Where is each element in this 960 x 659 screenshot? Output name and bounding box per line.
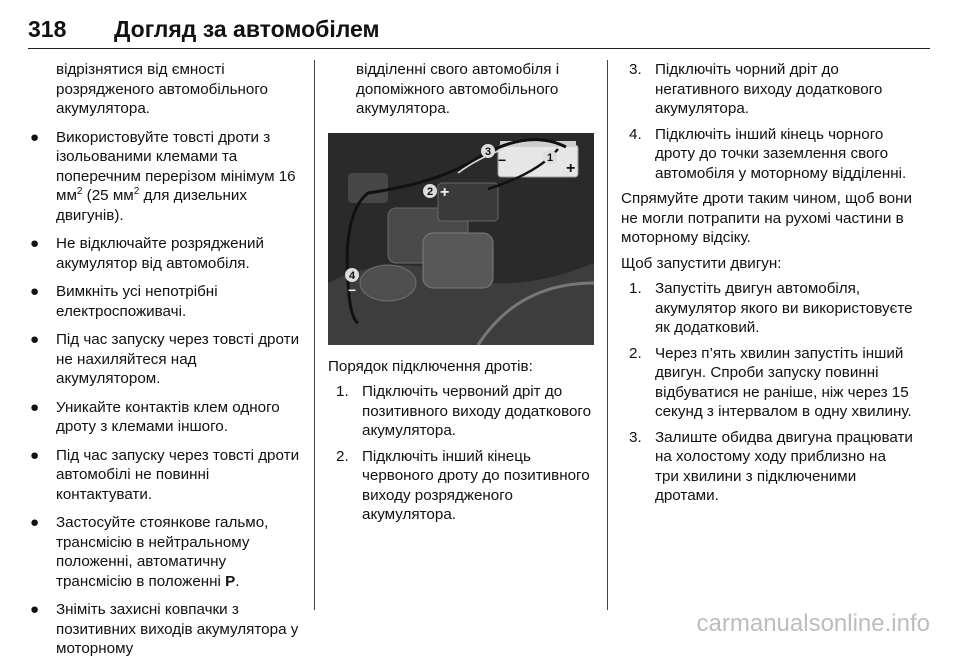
continued-text: відрізнятися від ємності розрядженого автомобільного акумулятора. bbox=[56, 61, 268, 117]
column-divider-1 bbox=[314, 60, 315, 610]
engine-bay-illustration bbox=[328, 133, 594, 345]
connection-steps bbox=[328, 382, 596, 525]
figure-label-2: 2 bbox=[426, 185, 434, 198]
bullet-icon: ● bbox=[30, 398, 40, 416]
figure-caption: Порядок підключення дротів: bbox=[328, 357, 533, 375]
list-item: ● Застосуйте стоянкове гальмо, трансмісію в нейтральному положенні, автоматичну трансмісію в положенні P. bbox=[30, 514, 269, 590]
continued-text: відділенні свого автомобіля і допоміжного автомобільного акумулятора. bbox=[356, 61, 560, 117]
bullet-icon: ● bbox=[30, 128, 40, 146]
list-item: ● Зніміть захисні ковпачки з позитивних виходів акумулятора у моторному bbox=[30, 601, 299, 657]
plus-sign: + bbox=[440, 183, 450, 201]
minus-sign: − bbox=[498, 151, 507, 168]
list-item: ● Вимкніть усі непотрібні електроспоживачі. bbox=[30, 283, 218, 320]
figure-label-1: 1 bbox=[546, 151, 554, 164]
plus-sign: + bbox=[566, 159, 576, 177]
minus-sign: − bbox=[348, 281, 357, 298]
column-middle bbox=[328, 60, 596, 525]
bullet-icon: ● bbox=[30, 446, 40, 464]
bullet-icon: ● bbox=[30, 601, 40, 618]
list-item: 1. Підключіть червоний дріт до позитивного виходу додаткового акумулятора. bbox=[336, 383, 592, 439]
list-item: ● Під час запуску через товсті дроти не нахиляйтеся над акумулятором. bbox=[30, 331, 300, 387]
list-item: ● Під час запуску через товсті дроти автомобілі не повинні контактувати. bbox=[30, 446, 300, 503]
column-right bbox=[621, 60, 913, 506]
bullet-icon: ● bbox=[30, 235, 40, 252]
start-steps bbox=[621, 279, 913, 506]
column-left bbox=[28, 60, 300, 659]
page-title: Догляд за автомобілем bbox=[114, 16, 380, 42]
list-item: 3. Залиште обидва двигуна працювати на холостому ходу приблизно на три хвилини з підключеними дротами. bbox=[629, 428, 913, 504]
bullet-icon: ● bbox=[30, 331, 40, 348]
figure-label-4: 4 bbox=[348, 269, 356, 282]
watermark: carmanualsonline.info bbox=[696, 610, 930, 637]
paragraph: Щоб запустити двигун: bbox=[621, 254, 782, 272]
list-item: 2. Підключіть інший кінець червоного дроту до позитивного виходу розрядженого акумулятора. bbox=[336, 447, 590, 523]
bullet-icon: ● bbox=[30, 283, 40, 300]
list-item: ● Використовуйте товсті дроти з ізольованими клемами та поперечним перерізом мінімум 16 $мм^2$ (25 $мм^2$ для дизельних двигунів). bbox=[30, 128, 296, 224]
page-header bbox=[28, 14, 930, 50]
list-item: 4. Підключіть інший кінець чорного дроту до точки заземлення свого автомобіля у моторному відділенні. bbox=[629, 125, 907, 182]
column-divider-2 bbox=[607, 60, 608, 610]
list-item: ● Уникайте контактів клем одного дроту з клемами іншого. bbox=[30, 398, 280, 435]
list-item: 2. Через п’ять хвилин запустіть інший двигун. Спроби запуску повинні відбуватися не раніше, ніж через 15 секунд з інтервалом в одну хвилину. bbox=[629, 344, 912, 420]
figure-label-3: 3 bbox=[484, 145, 492, 158]
precautions-list bbox=[28, 128, 300, 659]
paragraph: Спрямуйте дроти таким чином, щоб вони не могли потрапити на рухомі частини в моторному відсіку. bbox=[621, 190, 912, 246]
page-number: 318 bbox=[28, 16, 67, 42]
list-item: 1. Запустіть двигун автомобіля, акумулятор якого ви використовуєте як додатковий. bbox=[629, 280, 913, 336]
list-item: ● Не відключайте розряджений акумулятор від автомобіля. bbox=[30, 235, 264, 272]
connection-steps-continued bbox=[621, 60, 913, 183]
bullet-icon: ● bbox=[30, 514, 40, 531]
list-item: 3. Підключіть чорний дріт до негативного виходу додаткового акумулятора. bbox=[629, 61, 883, 117]
header-rule bbox=[28, 48, 930, 49]
jump-start-diagram bbox=[328, 133, 594, 345]
